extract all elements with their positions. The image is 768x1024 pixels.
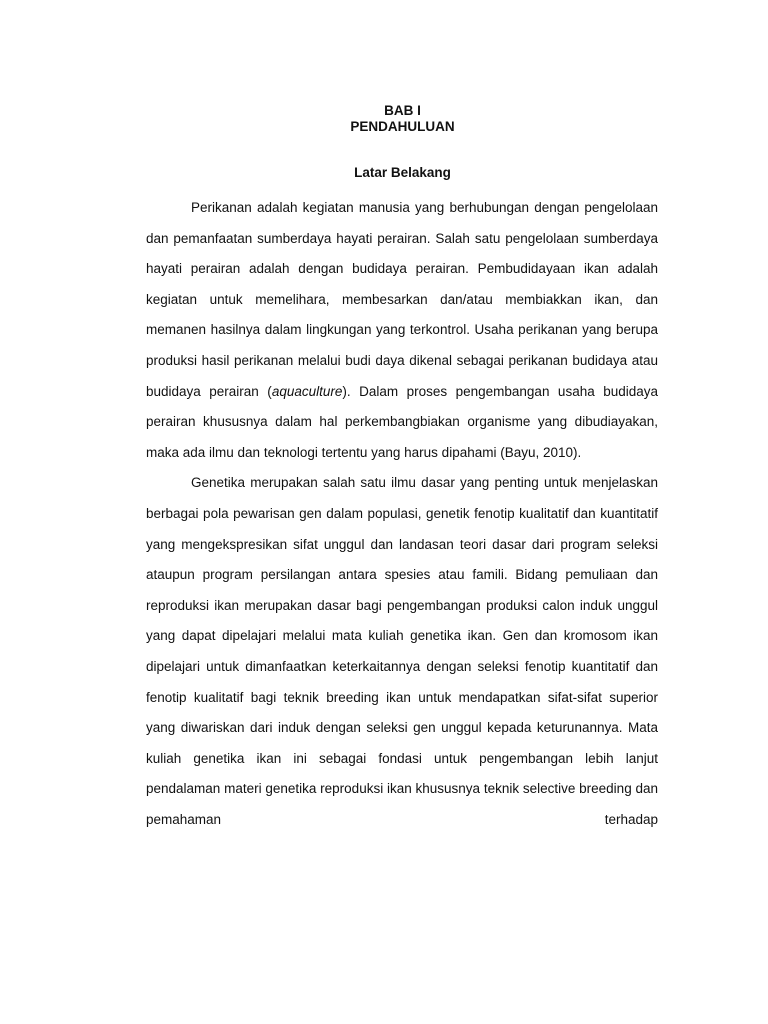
paragraph-1-italic-term: aquaculture (271, 383, 343, 399)
paragraph-1-text-after: ). Dalam proses pengembangan usaha budidaya perairan khususnya dalam hal perkembangbiakan organisme yang dibudiayakan, maka ada ilmu dan teknologi tertentu yang harus dipahami (Bayu, 2010). (146, 383, 659, 460)
paragraph-1 (146, 193, 658, 468)
chapter-title: PENDAHULUAN (350, 119, 455, 134)
body-text (146, 193, 658, 835)
chapter-number: BAB I (384, 103, 421, 118)
paragraph-2: Genetika merupakan salah satu ilmu dasar yang penting untuk menjelaskan berbagai pola pewarisan gen dalam populasi, genetik fenotip kualitatif dan kuantitatif yang mengekspresikan sifat unggul dan landasan teori dasar dari program seleksi ataupun program persilangan antara spesies atau famili. Bidang pemuliaan dan reproduksi ikan merupakan dasar bagi pengembangan produksi calon induk unggul yang dapat dipelajari melalui mata kuliah genetika ikan. Gen dan kromosom ikan dipelajari untuk dimanfaatkan keterkaitannya dengan seleksi fenotip kuantitatif dan fenotip kualitatif bagi teknik breeding ikan untuk mendapatkan sifat-sifat superior yang diwariskan dari induk dengan seleksi gen unggul kepada keturunannya. Mata kuliah genetika ikan ini sebagai fondasi untuk pengembangan lebih lanjut pendalaman materi genetika reproduksi ikan khususnya teknik selective breeding dan pemahaman terhadap (146, 475, 658, 827)
paragraph-1-text-before: Perikanan adalah kegiatan manusia yang berhubungan dengan pengelolaan dan pemanfaatan sumberdaya hayati perairan. Salah satu pengelolaan sumberdaya hayati perairan adalah dengan budidaya perairan. Pembudidayaan ikan adalah kegiatan untuk memelihara, membesarkan dan/atau membiakkan ikan, dan memanen hasilnya dalam lingkungan yang terkontrol. Usaha perikanan yang berupa produksi hasil perikanan melalui budi daya dikenal sebagai perikanan budidaya atau budidaya perairan ( (146, 200, 658, 399)
section-title: Latar Belakang (354, 165, 451, 180)
